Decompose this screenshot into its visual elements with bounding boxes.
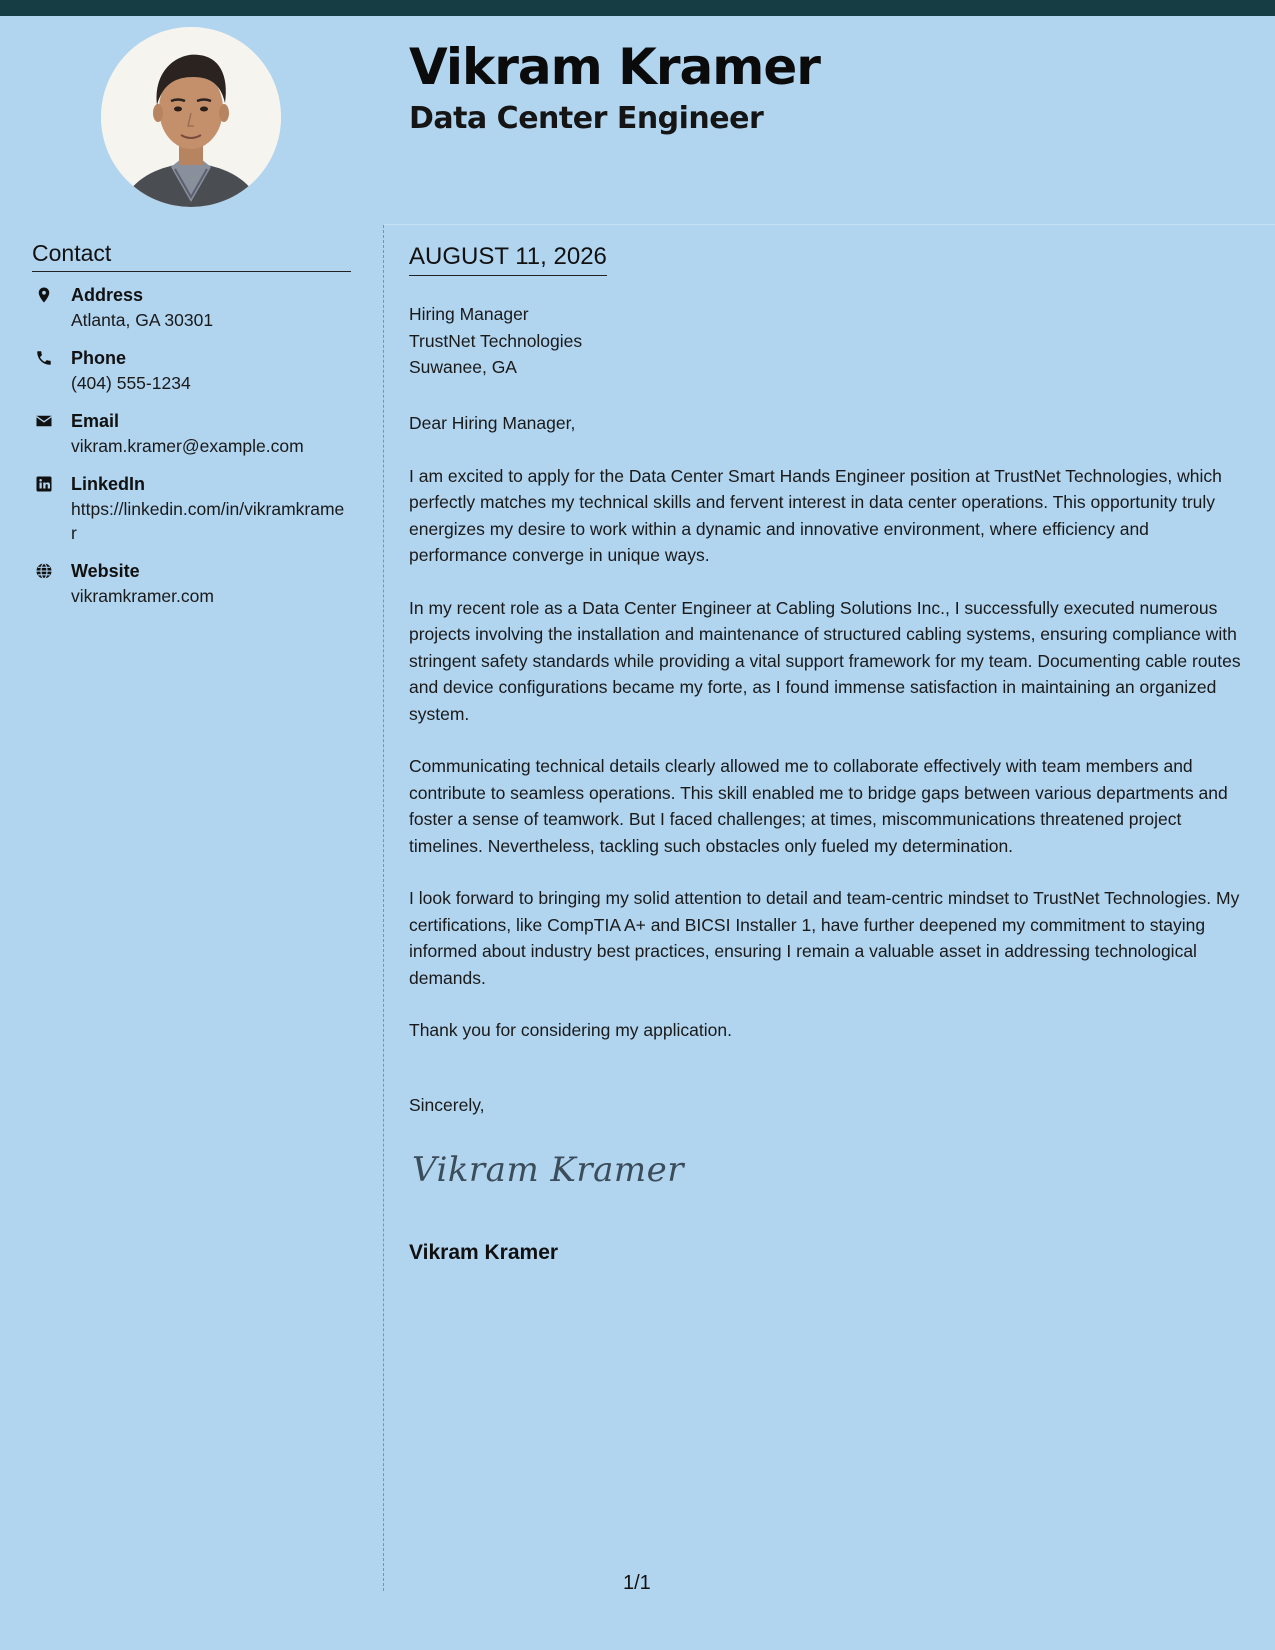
- contact-email: [32, 409, 352, 458]
- envelope-icon: [35, 412, 53, 430]
- map-pin-icon: [35, 286, 53, 304]
- recipient-line: TrustNet Technologies: [409, 330, 583, 351]
- contact-value[interactable]: https://linkedin.com/in/vikramkramer: [71, 499, 345, 543]
- column-divider: [383, 225, 384, 1591]
- contact-website: [32, 559, 352, 608]
- applicant-name: Vikram Kramer: [409, 38, 820, 96]
- contact-phone: [32, 346, 352, 395]
- signed-name: Vikram Kramer: [409, 1241, 559, 1264]
- letter-date: AUGUST 11, 2026: [409, 243, 607, 276]
- linkedin-icon: [35, 475, 53, 493]
- header-divider: [384, 224, 1275, 225]
- closing: Sincerely,: [409, 1095, 485, 1115]
- top-bar: [0, 0, 1275, 16]
- contact-label: Email: [71, 411, 120, 431]
- profile-photo: [101, 27, 281, 207]
- paragraph: I look forward to bringing my solid attention to detail and team-centric mindset to TrustNet Technologies. My certifications, like CompTIA A+ and BICSI Installer 1, have further deepened my commitment to staying informed about industry best practices, ensuring I remain a valuable asset in addressing technological demands.: [409, 888, 1240, 988]
- contact-label: Phone: [71, 348, 127, 368]
- contact-label: Address: [71, 285, 144, 305]
- contact-heading: Contact: [32, 240, 351, 272]
- letter-body: [409, 410, 1249, 1070]
- avatar: [101, 27, 281, 207]
- phone-icon: [35, 349, 53, 367]
- contact-value: Atlanta, GA 30301: [71, 310, 214, 330]
- recipient-line: Suwanee, GA: [409, 357, 517, 377]
- paragraph: In my recent role as a Data Center Engineer at Cabling Solutions Inc., I successfully executed numerous projects involving the installation and maintenance of structured cabling systems, ensuring compliance with stringent safety standards while providing a vital support framework for my team. Documenting cable routes and device configurations became my forte, as I found immense satisfaction in maintaining an organized system.: [409, 597, 1241, 724]
- contact-value[interactable]: vikram.kramer@example.com: [71, 436, 304, 456]
- contact-value: (404) 555-1234: [71, 373, 191, 393]
- recipient-block: [409, 301, 582, 381]
- recipient-line: Hiring Manager: [409, 304, 529, 324]
- job-title: Data Center Engineer: [409, 101, 764, 136]
- salutation: Dear Hiring Manager,: [409, 413, 576, 433]
- contact-list: [32, 283, 352, 622]
- contact-label: Website: [71, 561, 140, 581]
- globe-icon: [35, 562, 53, 580]
- contact-label: LinkedIn: [71, 474, 146, 494]
- paragraph: Communicating technical details clearly allowed me to collaborate effectively with team members and contribute to seamless operations. This skill enabled me to bridge gaps between various departments and foster a sense of teamwork. But I faced challenges; at times, miscommunications threatened project timelines. Nevertheless, tackling such obstacles only fueled my determination.: [409, 756, 1228, 856]
- page-number: 1/1: [623, 1572, 651, 1594]
- signature: Vikram Kramer: [412, 1150, 685, 1190]
- paragraph: I am excited to apply for the Data Center Smart Hands Engineer position at TrustNet Technologies, which perfectly matches my technical skills and fervent interest in data center operations. This opportunity truly energizes my desire to work within a dynamic and innovative environment, where efficiency and performance converge in unique ways.: [409, 465, 1222, 565]
- contact-linkedin: [32, 472, 352, 545]
- contact-address: [32, 283, 352, 332]
- contact-value[interactable]: vikramkramer.com: [71, 586, 214, 606]
- thanks-line: Thank you for considering my application.: [409, 1020, 732, 1040]
